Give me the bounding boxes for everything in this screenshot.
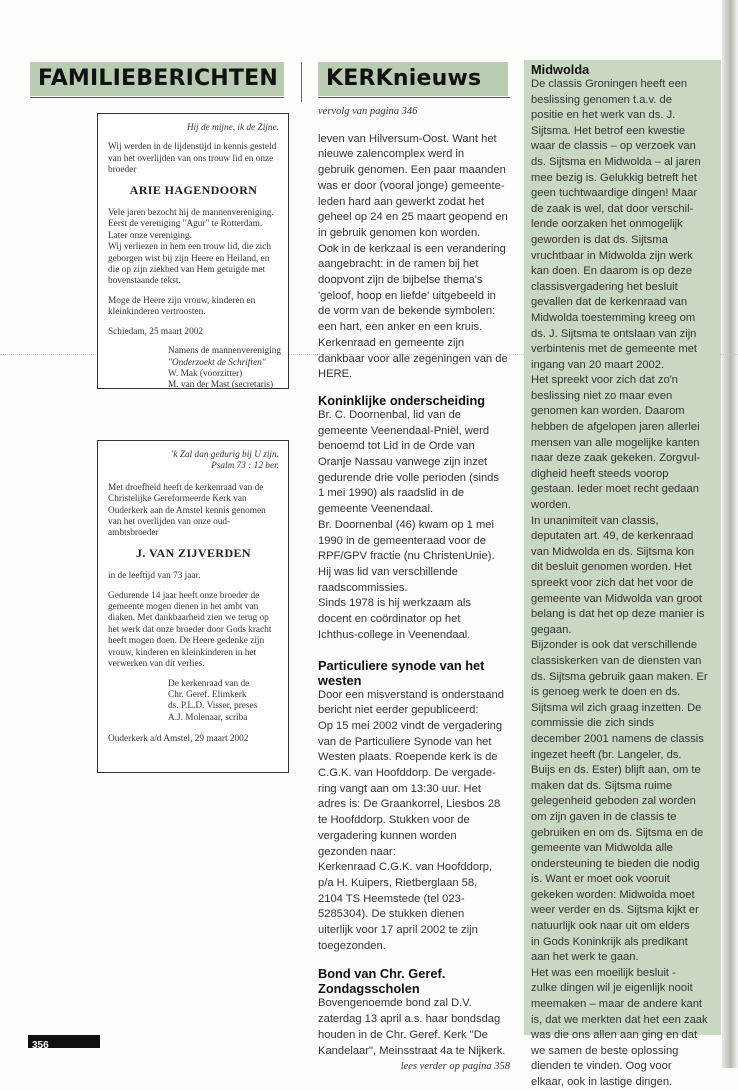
notice1-body1: Vele jaren bezocht hij de mannenvereniging. Eerst de vereniging "Agur" te Rotterdam. Later onze vereniging. — [108, 208, 274, 241]
text-line: de vorm van de bekende symbolen: — [318, 305, 496, 318]
notice1-sig-line1: Namens de mannenvereniging — [168, 346, 282, 357]
text-line: RPF/GPV fractie (nu ChristenUnie). — [318, 550, 495, 563]
text-line: nieuwe zalencomplex werd in — [318, 148, 465, 161]
text-line: zaterdag 13 april a.s. haar bondsdag — [318, 1013, 501, 1026]
text-line: positie en het werk van ds. J. — [531, 109, 676, 122]
text-line: beslissing niet zo maar even — [531, 389, 673, 402]
notice2-deceased-name: J. VAN ZIJVERDEN — [136, 545, 251, 560]
text-line: C.G.K. van Hoofddorp. De vergade- — [318, 767, 496, 780]
text-line: Bovengenoemde bond zal D.V. — [318, 997, 472, 1010]
text-line: adres is: De Graankorrel, Liesbos 28 — [318, 798, 501, 811]
notice1-wish: Moge de Heere zijn vrouw, kinderen en kleinkinderen vertroosten. — [108, 295, 256, 318]
text-line: dankbaar voor alle zegeningen van de — [318, 352, 508, 365]
text-line: weer verder en ds. Sijtsma kijkt er — [531, 904, 699, 917]
text-line: geen tuchtwaardige dingen! Maar — [531, 187, 698, 200]
text-line: leden hard aan gewerkt zodat het — [318, 195, 485, 208]
text-line: deputaten art. 49, de kerkenraad — [531, 530, 694, 543]
text-line: is genoeg werk te doen en ds. — [531, 686, 681, 699]
text-line: Het was een moeilijk besluit - — [531, 966, 676, 979]
section-title-onderscheiding: Koninklijke onderscheiding — [318, 392, 486, 408]
text-line: toegezonden. — [318, 939, 386, 952]
midwolda-sidebar — [524, 60, 721, 1088]
text-line: een hart, een anker en een kruis. — [318, 321, 483, 334]
text-line: van de Particuliere Synode van het — [318, 735, 492, 748]
notice1-sig-line3: W. Mak (voorzitter) — [168, 368, 243, 379]
text-line: ds. Sijtsma gebruik gaan maken. Er — [531, 670, 708, 683]
kerknieuws-header — [318, 62, 508, 96]
text-line: 1 mei 1990) als raadslid in de — [318, 487, 465, 500]
continued-to-note: lees verder op pagina 358 — [400, 1061, 510, 1073]
text-line: Midwolda toestemming kreeg om — [531, 311, 696, 324]
text-line: Br. C. Doornenbal, lid van de — [318, 408, 462, 421]
notice1-place-date: Schiedam, 25 maart 2002 — [108, 326, 204, 337]
familieberichten-header — [30, 62, 284, 96]
text-line: Het spreekt voor zich dat zo'n — [531, 374, 679, 387]
text-line: De classis Groningen heeft een — [531, 78, 688, 90]
page-edge-shadow — [722, 0, 738, 1068]
text-line: vergadering kunnen worden — [318, 829, 457, 842]
section-title-synode-line2: westen — [318, 672, 362, 688]
text-line: lende oorzaken het onmogelijk — [531, 218, 683, 231]
midwolda-article — [531, 77, 717, 1091]
text-line: gemeente Veenendaal. — [318, 503, 434, 516]
notice2-body: Gedurende 14 jaar heeft onze broeder de gemeente mogen dienen in het ambt van diaken. Met dankbaarheid zien we terug op het werk dat onze broeder door Gods kracht heeft mogen doen. De Heere gedenke zijn vrouw, kinderen en kleinkinderen in het verwerken van dit verlies. — [108, 590, 272, 670]
notice2-sig-line2: Chr. Geref. Elimkerk — [168, 689, 247, 700]
text-line: te Hoofddorp. Stukken voor de — [318, 814, 470, 827]
notice2-intro: Met droefheid heeft de kerkenraad van de Christelijke Gereformeerde Kerk van Ouderkerk aan de Amstel kennis genomen van het overlijden van onze oud-ambtsbroeder — [108, 482, 266, 539]
text-line: geheel op 24 en 25 maart geopend en — [318, 211, 508, 224]
text-line: 5285304). De stukken dienen — [318, 908, 465, 921]
text-line: waar de classis – op verzoek van — [531, 140, 696, 153]
article-synode — [318, 688, 510, 955]
text-line: gebruiken en om ds. Sijtsma en de — [531, 826, 704, 839]
section-title-synode — [318, 658, 510, 688]
text-line: gemeente Veenendaal-Pniël, werd — [318, 424, 490, 437]
text-line: leven van Hilversum-Oost. Want het — [318, 132, 497, 145]
text-line: Buijs en ds. Ester) blijft aan, om te — [531, 764, 701, 777]
notice1-body2: Wij verliezen in hem een trouw lid, die zich geborgen wist bij zijn Heere en Heiland, en die op zijn ziekbed van Hem getuigde met bovenstaande tekst. — [108, 242, 272, 287]
notice1-signature — [168, 346, 282, 392]
text-line: Kerkenraad en gemeente zijn — [318, 336, 465, 349]
notice2-sig-line3: ds. P.L.D. Visser, preses — [168, 701, 258, 712]
text-line: dit besluit genomen worden. Het — [531, 561, 692, 574]
intro-article — [318, 132, 510, 383]
text-line: spreekt voor zich dat het voor de — [531, 577, 694, 589]
obituary-notice-hagendoorn — [97, 113, 289, 389]
continued-from-note: vervolg van pagina 346 — [318, 106, 418, 117]
text-line: geworden is dat ds. Sijtsma — [531, 233, 668, 246]
text-line: beslissing genomen t.a.v. de — [531, 93, 672, 106]
notice1-sig-line4: M. van der Mast (secretaris) — [168, 380, 274, 391]
notice2-motto — [108, 450, 279, 473]
section-title-zondagsscholen-line2: Zondagsscholen — [318, 981, 420, 997]
text-line: belang is dat het op deze manier is — [531, 608, 705, 621]
notice1-motto: Hij de mijne, ik de Zijne. — [186, 123, 279, 133]
notice2-sig-line4: A.J. Molenaar, scriba — [168, 712, 248, 723]
section-title-zondagsscholen-line1: Bond van Chr. Geref. — [318, 966, 446, 982]
text-line: ingezet heeft (br. Langeler, ds. — [531, 748, 682, 761]
text-line: Sijtsma wil zich graag inzetten. De — [531, 701, 702, 714]
text-line: digheid heeft steeds voorop — [531, 467, 669, 480]
text-line: dienden te vinden. Oog voor — [531, 1060, 672, 1073]
text-line: ring vangt aan om 13:30 uur. Het — [318, 782, 481, 795]
text-line: doopvont zijn de bijbelse thema's — [318, 274, 483, 287]
text-line: gedurende drie volle perioden (sinds — [318, 471, 499, 484]
text-line: Kandelaar", Meinsstraat 4a te Nijkerk. — [318, 1044, 506, 1057]
text-line: maken dat ds. Sijtsma ruime — [531, 779, 673, 792]
text-line: we samen de beste oplossing — [531, 1044, 679, 1057]
text-line: uiterlijk voor 17 april 2002 te zijn — [318, 924, 478, 937]
text-line: HERE. — [318, 368, 353, 381]
midwolda-title: Midwolda — [531, 62, 590, 77]
text-line: Oranje Nassau vanwege zijn inzet — [318, 456, 488, 469]
text-line: gekeken worden: Midwolda moet — [531, 888, 695, 901]
section-title-zondagsscholen — [318, 966, 510, 996]
header-underline-left — [30, 97, 284, 98]
text-line: genomen kan worden. Daarom — [531, 405, 685, 418]
text-line: gebruik genomen. Een paar maanden — [318, 164, 506, 177]
text-line: in gebruik genomen kon worden. — [318, 226, 481, 239]
text-line: verbintenis met de gemeente met — [531, 343, 698, 356]
text-line: commissie die zich sinds — [531, 717, 655, 730]
text-line: Westen plaats. Roepende kerk is de — [318, 751, 498, 764]
text-line: Ook in de kerkzaal is een verandering — [318, 242, 506, 255]
column-divider — [301, 62, 302, 102]
text-line: worden. — [531, 499, 571, 512]
text-line: Kerkenraad C.G.K. van Hoofddorp, — [318, 861, 493, 874]
text-line: naar deze zaak gekeken. Zorgvul- — [531, 452, 701, 465]
text-line: de zaak is wel, dat door verschil- — [531, 202, 694, 215]
notice2-motto-line2: Psalm 73 : 12 ber. — [211, 461, 279, 472]
article-zondagsscholen — [318, 996, 510, 1059]
notice2-signature — [168, 679, 279, 725]
text-line: 2104 TS Heemstede (tel 023- — [318, 892, 465, 905]
text-line: gemeente van Midwolda van groot — [531, 592, 703, 605]
text-line: december 2001 namens de classis — [531, 732, 704, 745]
section-title-synode-line1: Particuliere synode van het — [318, 657, 485, 673]
text-line: Door een misverstand is onderstaand — [318, 688, 504, 701]
text-line: gelegenheid geboden zal worden — [531, 795, 696, 808]
text-line: Br. Doornenbal (46) kwam op 1 mei — [318, 518, 494, 531]
text-line: was er door (vooral jonge) gemeente- — [318, 179, 505, 192]
text-line: Hij was lid van verschillende — [318, 565, 458, 578]
text-line: houden in de Chr. Geref. Kerk "De — [318, 1028, 489, 1041]
text-line: Ichthus-college in Veenendaal. — [318, 628, 471, 641]
text-line: In unanimiteit van classis, — [531, 514, 659, 527]
text-line: van Midwolda en ds. Sijtsma kon — [531, 545, 694, 558]
text-line: was die ons allen aan ging en dat — [531, 1029, 698, 1042]
text-line: raadscommissies. — [318, 581, 408, 594]
text-line: gegaan. — [531, 623, 572, 636]
text-line: gevallen dat de kerkenraad van — [531, 296, 688, 309]
text-line: vruchtbaar in Midwolda zijn werk — [531, 249, 693, 262]
text-line: ds. Sijtsma en Midwolda – al jaren — [531, 155, 701, 168]
text-line: gemeente van Midwolda alle — [531, 842, 673, 855]
page-number-bar — [28, 1035, 100, 1051]
text-line: meemaken – maar de andere kant — [531, 998, 703, 1011]
text-line: natuurlijk ook naar uit om elders — [531, 920, 690, 933]
text-line: is, dat we merkten dat het een zaak — [531, 1013, 708, 1026]
page-number: 356 — [32, 1040, 49, 1051]
text-line: zulke dingen wil je eigenlijk nooit — [531, 982, 693, 995]
text-line: ds. J. Sijtsma te ontslaan van zijn — [531, 327, 697, 340]
familieberichten-title: FAMILIEBERICHTEN — [38, 66, 278, 91]
obituary-notice-van-zijverden — [97, 440, 289, 773]
text-line: mensen van alle mogelijke kanten — [531, 436, 700, 449]
kerknieuws-title: KERKnieuws — [326, 66, 482, 91]
header-underline-middle — [318, 97, 510, 98]
text-line: Sinds 1978 is hij werkzaam als — [318, 597, 471, 610]
text-line: ingang van 20 maart 2002. — [531, 358, 665, 371]
text-line: ondersteuning te bieden die nodig — [531, 857, 700, 870]
text-line: Bijzonder is ook dat verschillende — [531, 639, 698, 652]
text-line: bericht niet eerder gepubliceerd: — [318, 704, 479, 717]
text-line: gestaan. Ieder moet recht gedaan — [531, 483, 699, 496]
text-line: docent en coördinator op het — [318, 613, 461, 626]
notice2-place-date: Ouderkerk a/d Amstel, 29 maart 2002 — [108, 734, 249, 745]
text-line: aangebracht: in de ramen bij het — [318, 258, 479, 271]
text-line: 'geloof, hoop en liefde' uitgebeeld in — [318, 289, 496, 302]
text-line: p/a H. Kuipers, Rietberglaan 58, — [318, 876, 478, 889]
notice2-age: in de leeftijd van 73 jaar. — [108, 571, 201, 582]
text-line: classiskerken van de diensten van — [531, 654, 702, 667]
notice1-intro: Wij werden in de lijdenstijd in kennis gesteld van het overlijden van ons trouw lid en onze broeder — [108, 142, 277, 176]
notice2-sig-line1: De kerkenraad van de — [168, 678, 250, 689]
text-line: mee bezig is. Gelukkig betreft het — [531, 171, 698, 184]
notice1-deceased-name: ARIE HAGENDOORN — [129, 182, 258, 197]
text-line: gezonden naar: — [318, 845, 396, 858]
text-line: om zijn gaven in de classis te — [531, 810, 677, 823]
article-onderscheiding — [318, 408, 510, 644]
text-line: Sijtsma. Het betrof een kwestie — [531, 124, 686, 137]
text-line: 1990 in de gemeenteraad voor de — [318, 534, 486, 547]
text-line: aan het werk te gaan. — [531, 951, 639, 964]
text-line: in Gods Koninkrijk als predikant — [531, 935, 688, 948]
notice1-sig-line2: "Onderzoekt de Schriften" — [168, 357, 266, 368]
kerknieuws-column — [318, 104, 510, 1075]
text-line: kan doen. En daarom is op deze — [531, 265, 693, 278]
text-line: classisvergadering het besluit — [531, 280, 678, 293]
text-line: benoemd tot Lid in de Orde van — [318, 440, 475, 453]
text-line: hebben de afgelopen jaren allerlei — [531, 421, 700, 434]
notice2-motto-line1: 'k Zal dan gedurig bij U zijn. — [171, 450, 279, 460]
text-line: elkaar, ook in lastige dingen. — [531, 1076, 673, 1088]
text-line: Op 15 mei 2002 vindt de vergadering — [318, 719, 503, 732]
text-line: is. Want er moet ook vooruit — [531, 873, 670, 886]
